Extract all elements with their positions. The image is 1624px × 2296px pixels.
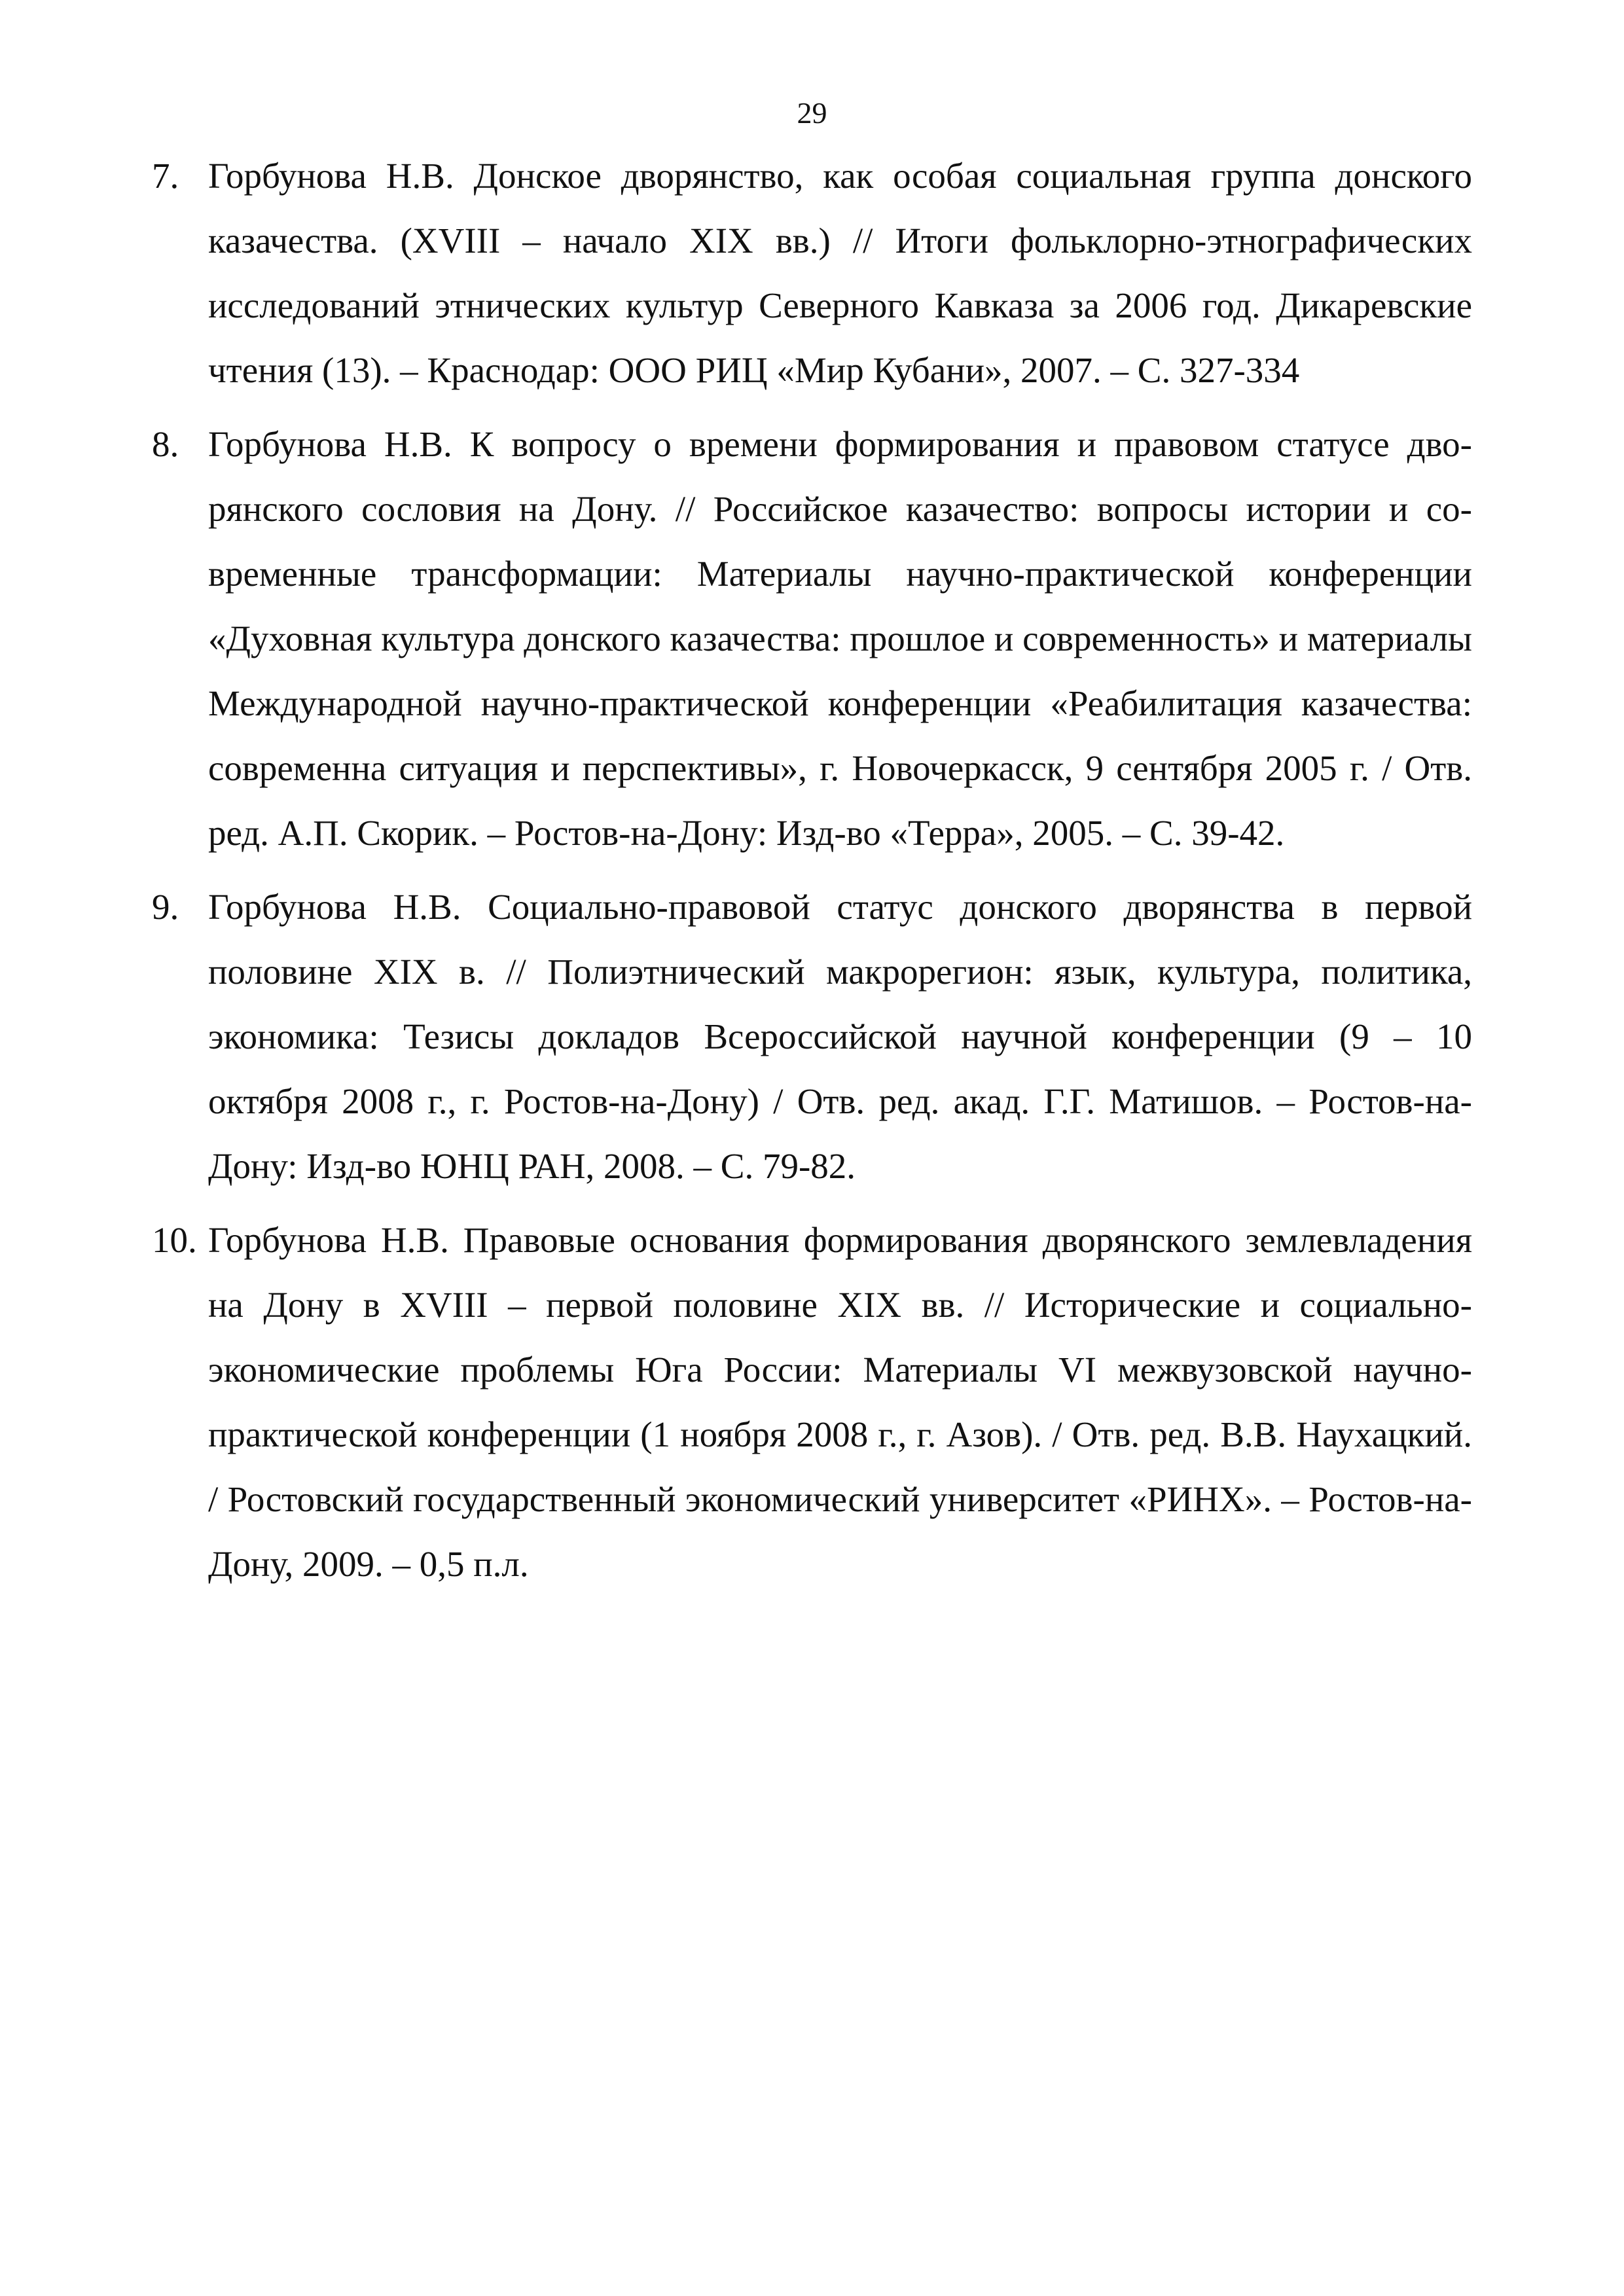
reference-text: Горбунова Н.В. Социально-правовой статус донского дворянства в первой половине XIX в. // Полиэтнический макрорегион: язык, культура, политика, экономика: Тезисы докладов Всероссийской научной конференции (9 – 10 октября 2008 г., г. Ростов-на-Дону) / Отв. ред. акад. Г.Г. Матишов. – Ростов-на-Дону: Изд-во ЮНЦ РАН, 2008. – С. 79-82. (208, 887, 1472, 1186)
reference-number: 9. (152, 887, 179, 927)
reference-number: 7. (152, 156, 179, 196)
reference-text: Горбунова Н.В. Донское дворянство, как особая социальная группа донского казачества. (XVIII – начало XIX вв.) // Итоги фольклорно-этнографических исследований этнических культур Северного Кавказа за 2006 год. Дикаревские чтения (13). – Краснодар: ООО РИЦ «Мир Кубани», 2007. – С. 327-334 (208, 156, 1472, 390)
page-number: 29 (797, 96, 827, 130)
reference-text: Горбунова Н.В. Правовые основания формирования дворянского землевладения на Дону в XVIII – первой половине XIX вв. // Исторические и социально-экономические проблемы Юга России: Материалы VI межвузовской научно-практической конференции (1 ноября 2008 г., г. Азов). / Отв. ред. В.В. Наухацкий. / Ростовский государственный экономический университет «РИНХ». – Ростов-на-Дону, 2009. – 0,5 п.л. (208, 1220, 1472, 1584)
reference-number: 10. (152, 1220, 197, 1260)
reference-number: 8. (152, 424, 179, 464)
reference-item (0, 874, 1624, 1198)
reference-item (0, 143, 1624, 403)
reference-item (0, 1208, 1624, 1596)
reference-text: Горбунова Н.В. К вопросу о времени формирования и правовом статусе дворянского сословия на Дону. // Российское казачество: вопросы истории и современные трансформации: Материалы научно-практической конференции «Духовная культура донского казачества: прошлое и современность» и материалы Международной научно-практической конференции «Реабилитация казачества: современна ситуация и перспективы», г. Новочеркасск, 9 сентября 2005 г. / Отв. ред. А.П. Скорик. – Ростов-на-Дону: Изд-во «Терра», 2005. – С. 39-42. (208, 424, 1472, 853)
reference-list (0, 143, 1624, 1605)
reference-item (0, 412, 1624, 865)
